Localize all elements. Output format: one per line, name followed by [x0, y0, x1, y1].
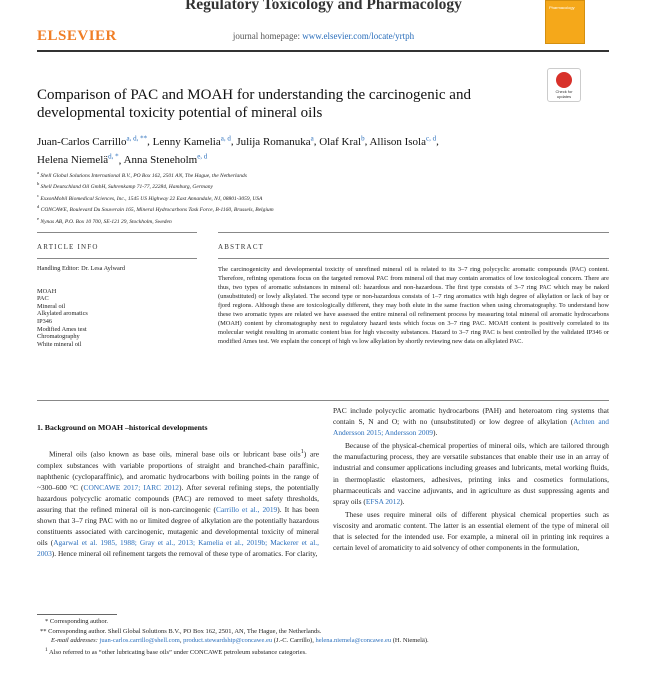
- citation-link[interactable]: Carrillo et al., 2019: [216, 504, 278, 514]
- footnote: $^1$ Also referred to as “other lubricating base oils” under CONCAWE petroleum substance categories.: [45, 646, 307, 656]
- keyword: Modified Ames test: [37, 325, 87, 333]
- email-link[interactable]: juan-carlos.carrillo@shell.com: [99, 637, 180, 644]
- article-info: [37, 265, 197, 348]
- keyword: White mineral oil: [37, 340, 82, 348]
- keyword: Mineral oil: [37, 302, 66, 310]
- elsevier-logo: ELSEVIER: [37, 28, 117, 44]
- citation-link[interactable]: Achten and Andersson 2015; Andersson 2009: [333, 417, 609, 438]
- footnote-rule: [37, 614, 117, 615]
- paragraph: Mineral oils (also known as base oils, mineral base oils or lubricant base oils$^1$) are complex substances with variable proportions of straight and branched-chain paraffinic, naphthenic (cycloparaffinic), and aromatic hydrocarbons with boiling points in the range of ~300–600 °C (CONCAWE 2017; IARC 2012). After several refining steps, the potentially hazardous polycyclic aromatic compounds (PAC) are removed to meet safety thresholds, assuring that the refined mineral oil is non-carcinogenic (Carrillo et al., 2019). It has been shown that 3–7 ring PAC with no or limited degree of alkylation are the potentially hazardous constituents associated with carcinogenic, mutagenic and developmental toxicity of mineral oils (Agarwal et al. 1985, 1988; Gray et al., 2013; Kamelia et al., 2019b; Mackerer et al., 2003). Hence mineral oil refinement targets the removal of these type of aromatics. For clarity,: [37, 449, 319, 559]
- header-rule: [37, 50, 609, 52]
- abstract-header: ABSTRACT: [218, 243, 265, 251]
- email-link[interactable]: helena.niemela@concawe.eu: [315, 637, 392, 644]
- keyword: MOAH: [37, 287, 57, 295]
- section-title: 1. Background on MOAH –historical developments: [37, 423, 208, 432]
- homepage-link[interactable]: www.elsevier.com/locate/yrtph: [302, 31, 415, 41]
- keyword: IP346: [37, 317, 53, 325]
- body-column-left: [37, 447, 319, 561]
- keyword: Chromatography: [37, 333, 80, 341]
- body-column-right: [333, 405, 609, 555]
- affiliation: $^e$ Nynas AB, P.O. Box 10 700, SE-121 29, Stockholm, Sweden: [37, 215, 172, 225]
- abstract-rule-top: [218, 232, 609, 233]
- affiliations: [37, 169, 597, 226]
- article-info-rule-top: [37, 232, 197, 233]
- affiliation: $^c$ ExxonMobil Biomedical Sciences, Inc., 1545 US Highway 22 East Annandale, NJ, 08801-3059, USA: [37, 192, 263, 202]
- check-updates-label: Check for updates: [555, 89, 573, 99]
- citation-link[interactable]: CONCAWE 2017; IARC 2012: [83, 482, 180, 492]
- affiliation: $^b$ Shell Deutschland Oil GmbH, Suhrenkamp 71-77, 22284, Hamburg, Germany: [37, 181, 213, 191]
- abstract-text: The carcinogenicity and developmental toxicity of unrefined mineral oil is related to its 3–7 ring polycyclic aromatic compounds (PAC) content. Therefore, refining operations focus on the targeted removal PAC from mineral oil that may contain aromatics of low toxicological concern. There are thus, two types of aromatic substances in mineral oil: hazardous and non-hazardous. The first type consists of 3–7 ring PAC which may be naked (unsubstituted) or lowly alkylated. The second type or non-hazardous consists of 1–7 ring aromatics with high degree of alkylation or lack of bay or fjord regions. Although these are toxicologically different, they may both elute in the same fraction when using chromatography. To understand how these two aromatic types are related we have assessed the entire mineral oil refinement process by measuring total mineral oil aromatic hydrocarbons (MOAH) content by chromatography next to regulatory hazard tests which focus on 3–7 ring PAC. MOAH content is positively correlated to its molecular weight resulting in aromatic content bias for high viscosity substances. Hazard to 3–7 ring PAC is best controlled by the validated IP346 or modified Ames test. We explain the concept of high vs low alkylation by shortly reviewing new data on alkylated PAC.: [218, 266, 609, 345]
- author[interactable]: Julija Romanuka$^a$: [236, 134, 314, 148]
- author-list: Juan-Carlos Carrillo$^{a, d, **}$, Lenny Kamelia$^{a, d}$, Julija Romanuka$^a$, Olaf Kral$^b$, Allison Isola$^{c, d}$, Helena Niemelä$^{d, *}$, Anna Steneholm$^{e, d}$: [37, 134, 439, 167]
- affiliation: $^d$ CONCAWE, Boulevard Du Souverain 165, Mineral Hydrocarbons Task Force, B-1160, Brussels, Belgium: [37, 204, 274, 214]
- affiliation: $^a$ Shell Global Solutions International B.V., PO Box 162, 2501 AN, The Hague, the Netherlands: [37, 170, 247, 179]
- footnote: ** Corresponding author. Shell Global Solutions B.V., PO Box 162, 2501, AN, The Hague, the Netherlands.: [40, 627, 322, 635]
- footnote: * Corresponding author.: [45, 618, 109, 625]
- author[interactable]: Olaf Kral$^b$: [319, 134, 365, 148]
- handling-editor: Handling Editor: Dr. Lesa Aylward: [37, 265, 126, 272]
- abstract-bottom-rule: [37, 400, 609, 401]
- check-for-updates-button[interactable]: [547, 68, 581, 102]
- footnote-emails: E-mail addresses: juan-carlos.carrillo@shell.com, product.stewardship@concawe.eu (J.-C. Carrillo), helena.niemela@concawe.eu (H. Niemelä).: [51, 637, 429, 644]
- citation-link[interactable]: Agarwal et al. 1985, 1988; Gray et al., 2013; Kamelia et al., 2019b; Mackerer et al., 2003: [37, 538, 319, 559]
- author[interactable]: Allison Isola$^{c, d}$: [369, 134, 437, 148]
- paragraph: Because of the physical-chemical properties of mineral oils, which are tailored through the manufacturing process, they are versatile substances that enable their use in an array of industrial and consumer applications including greases and lubricants, metal working fluids, in thermoplastic elastomers, adhesives, printing inks and cosmetics formulations, pharmaceuticals and vaccine adjuvants, and in agriculture as dust suppressing agents and spray oils (EFSA 2012).: [333, 441, 609, 506]
- journal-cover-text: Pharmacology: [549, 5, 575, 10]
- check-updates-icon: [556, 72, 572, 88]
- paragraph: PAC include polycyclic aromatic hydrocarbons (PAH) and heteroatom ring systems that contain S, N and O; with no (unsubstituted) or low degree of alkylation (Achten and Andersson 2015; Andersson 2009).: [333, 406, 609, 438]
- author[interactable]: Helena Niemelä$^{d, *}$: [37, 152, 119, 167]
- homepage-label: journal homepage:: [232, 31, 303, 41]
- author[interactable]: Lenny Kamelia$^{a, d}$: [152, 134, 231, 148]
- keyword: Alkylated aromatics: [37, 310, 88, 318]
- journal-title: Regulatory Toxicology and Pharmacology: [185, 0, 462, 13]
- citation-link[interactable]: EFSA 2012: [365, 496, 401, 506]
- footnotes: [37, 617, 609, 657]
- keyword: PAC: [37, 295, 49, 303]
- article-info-header: ARTICLE INFO: [37, 243, 99, 251]
- article-info-rule: [37, 258, 197, 259]
- article-title: Comparison of PAC and MOAH for understanding the carcinogenic and developmental toxicity potential of mineral oils: [37, 87, 471, 121]
- email-link[interactable]: product.stewardship@concawe.eu: [183, 637, 273, 644]
- author[interactable]: Juan-Carlos Carrillo$^{a, d, **}$: [37, 134, 148, 148]
- author[interactable]: Anna Steneholm$^{e, d}$: [123, 152, 208, 167]
- abstract-rule: [218, 258, 609, 259]
- paragraph: These uses require mineral oils of different physical chemical properties such as viscosity and aromatic content. The latter is an essential element of the type of mineral oil that is selected for the intended use. For example, a mineral oil in printing ink requires a certain level of aromaticity to aid solvency of other components in the formulation,: [333, 509, 609, 553]
- journal-cover-image: [545, 0, 585, 44]
